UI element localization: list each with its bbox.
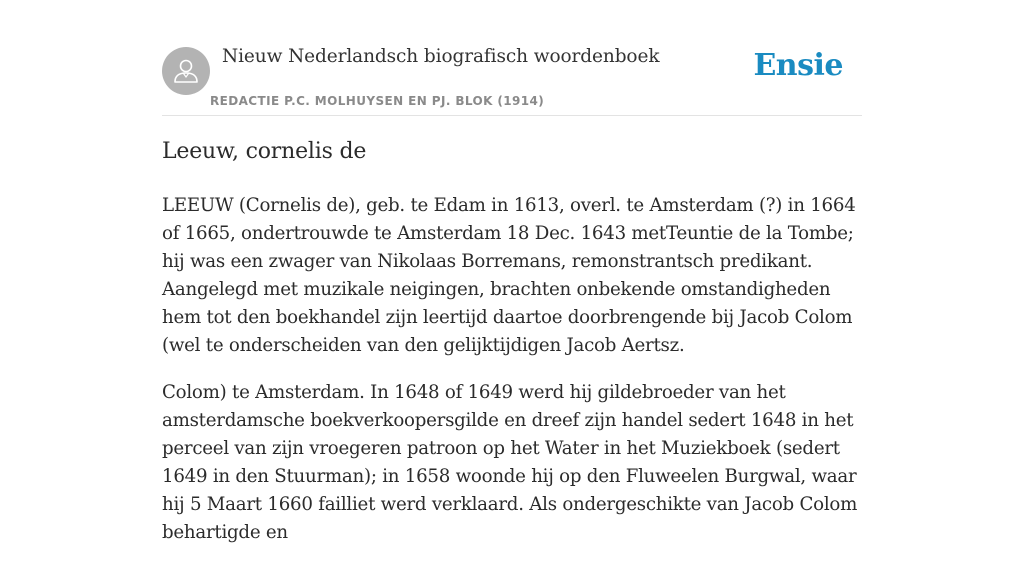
author-avatar — [162, 47, 210, 95]
brand-logo[interactable]: Ensie — [753, 48, 843, 83]
user-icon — [171, 56, 201, 86]
book-title[interactable]: Nieuw Nederlandsch biografisch woordenboek — [222, 46, 660, 67]
entry-paragraph: LEEUW (Cornelis de), geb. te Edam in 1613, overl. te Amsterdam (?) in 1664 of 1665, ondertrouwde te Amsterdam 18 Dec. 1643 metTeuntie de la Tombe; hij was een zwager van Nikolaas Borremans, remonstrantsch predikant. Aangelegd met muzikale neigingen, brachten onbekende omstandigheden hem tot den boekhandel zijn leertijd daartoe doorbrengende bij Jacob Colom (wel te onderscheiden van den gelijktijdigen Jacob Aertsz. — [162, 195, 856, 356]
entry-title: Leeuw, cornelis de — [162, 139, 367, 164]
book-credit: REDACTIE P.C. MOLHUYSEN EN PJ. BLOK (1914) — [210, 94, 545, 108]
entry-content — [162, 192, 862, 566]
page-header — [162, 44, 862, 116]
entry-paragraph: Colom) te Amsterdam. In 1648 of 1649 werd hij gildebroeder van het amsterdamsche boekverkoopersgilde en dreef zijn handel sedert 1648 in het perceel van zijn vroegeren patroon op het Water in het Muziekboek (sedert 1649 in den Stuurman); in 1658 woonde hij op den Fluweelen Burgwal, waar hij 5 Maart 1660 failliet werd verklaard. Als ondergeschikte van Jacob Colom behartigde en — [162, 382, 858, 543]
